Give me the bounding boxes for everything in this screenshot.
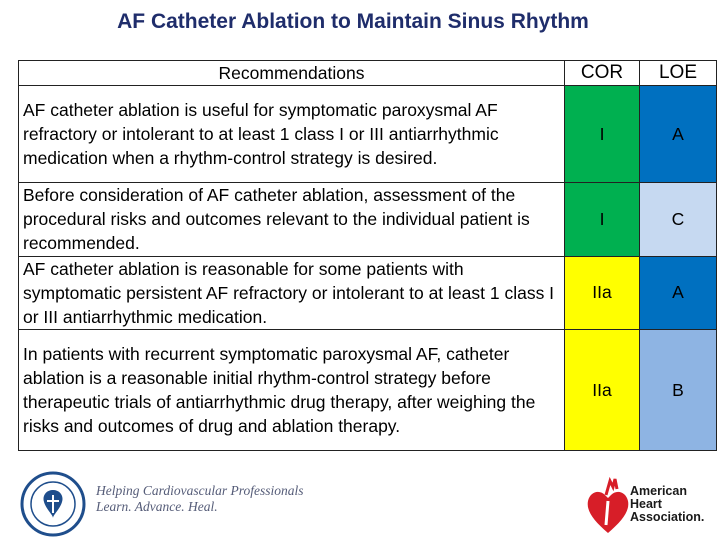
acc-tagline <box>96 483 304 515</box>
aha-wordmark-line: American <box>630 484 687 498</box>
acc-seal-icon <box>20 471 86 537</box>
heart-torch-icon <box>584 475 632 537</box>
header-recommendations: Recommendations <box>19 61 565 86</box>
header-loe: LOE <box>640 61 717 86</box>
aha-wordmark-line: Heart <box>630 497 662 511</box>
page-title: AF Catheter Ablation to Maintain Sinus Rhythm <box>117 10 589 33</box>
table-row <box>19 183 717 257</box>
recommendation-text: Before consideration of AF catheter ablation, assessment of the procedural risks and outcomes relevant to the individual patient is recommended. <box>19 183 565 257</box>
header-cor: COR <box>565 61 640 86</box>
cor-cell: IIa <box>565 256 640 330</box>
table-row <box>19 330 717 451</box>
footer <box>0 465 720 540</box>
loe-cell: A <box>640 86 717 183</box>
cor-cell: I <box>565 183 640 257</box>
aha-wordmark-line: Association. <box>630 510 705 524</box>
table-row <box>19 256 717 330</box>
loe-cell: A <box>640 256 717 330</box>
cor-cell: I <box>565 86 640 183</box>
recommendation-text: AF catheter ablation is useful for symptomatic paroxysmal AF refractory or intolerant to at least 1 class I or III antiarrhythmic medication when a rhythm-control strategy is desired. <box>19 86 565 183</box>
loe-cell: C <box>640 183 717 257</box>
recommendation-text: AF catheter ablation is reasonable for some patients with symptomatic persistent AF refractory or intolerant to at least 1 class I or III antiarrhythmic medication. <box>19 256 565 330</box>
acc-tagline-line: Learn. Advance. Heal. <box>96 499 218 514</box>
table-header-row <box>19 61 717 86</box>
recommendation-text: In patients with recurrent symptomatic paroxysmal AF, catheter ablation is a reasonable initial rhythm-control strategy before therapeutic trials of antiarrhythmic drug therapy, after weighing the risks and outcomes of drug and ablation therapy. <box>19 330 565 451</box>
acc-tagline-line: Helping Cardiovascular Professionals <box>96 483 304 498</box>
table-row <box>19 86 717 183</box>
loe-cell: B <box>640 330 717 451</box>
aha-wordmark <box>630 485 704 524</box>
recommendations-table <box>18 60 717 451</box>
cor-cell: IIa <box>565 330 640 451</box>
